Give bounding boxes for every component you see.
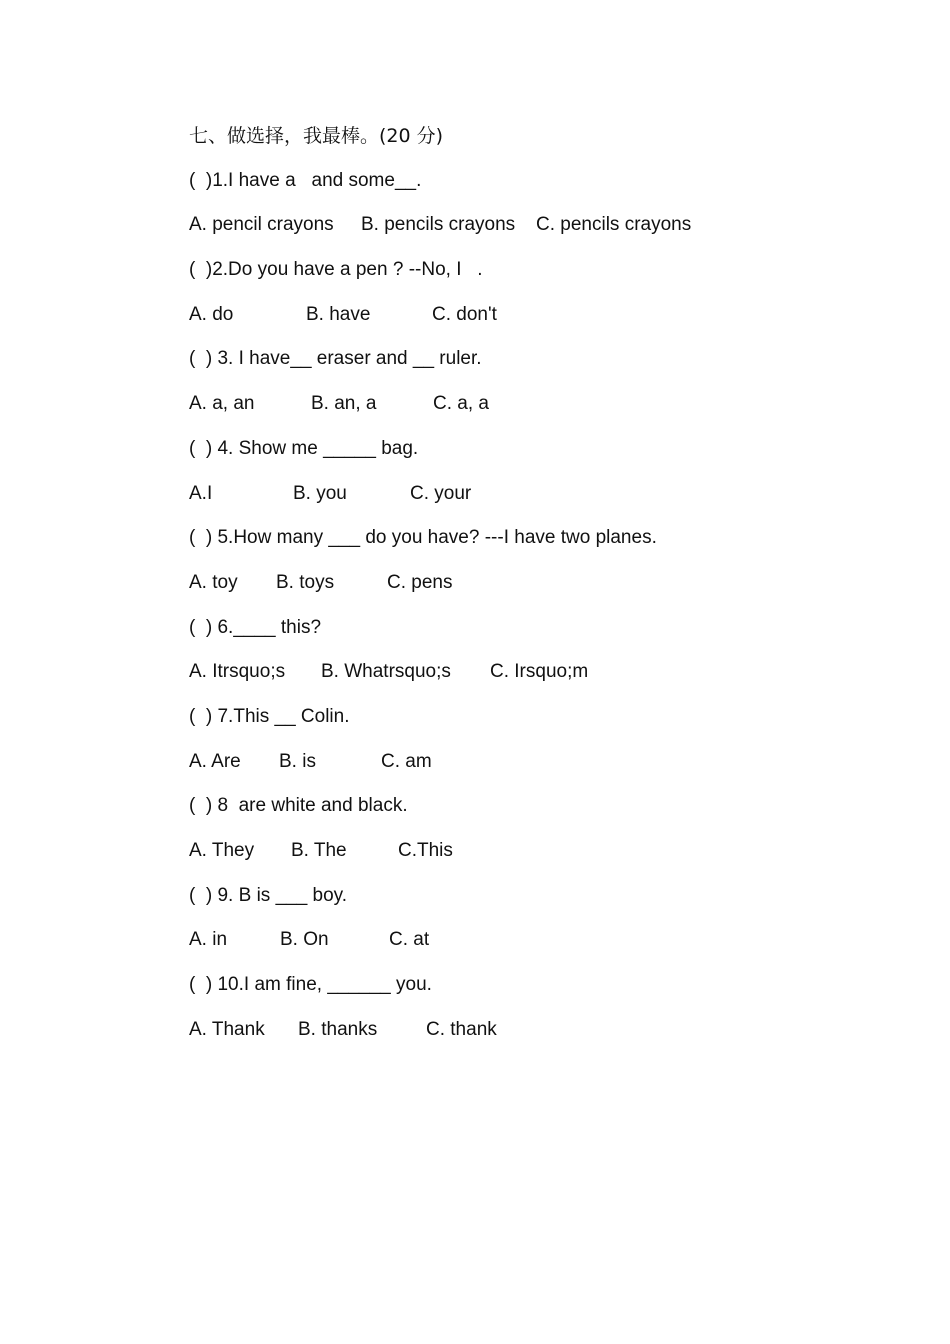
question-2-option-a: A. do: [189, 303, 234, 325]
question-1-options: [189, 209, 889, 254]
question-8-options: [189, 835, 889, 880]
question-9-stem: ( ) 9. B is ___ boy.: [189, 884, 348, 906]
question-10-option-b: B. thanks: [298, 1018, 378, 1040]
question-7-options: [189, 746, 889, 791]
question-6-option-b: B. Whatrsquo;s: [321, 661, 451, 683]
question-5-option-c: C. pens: [387, 571, 453, 593]
question-10-stem: ( ) 10.I am fine, ______ you.: [189, 974, 432, 996]
question-10-option-c: C. thank: [426, 1018, 497, 1040]
question-7-option-a: A. Are: [189, 750, 241, 772]
question-1-stem: ( )1.I have a and some__.: [189, 169, 422, 191]
question-4-stem: ( ) 4. Show me _____ bag.: [189, 437, 419, 459]
question-1-option-c: C. pencils crayons: [536, 214, 692, 236]
question-3-stem: ( ) 3. I have__ eraser and __ ruler.: [189, 348, 482, 370]
question-3-options: [189, 388, 889, 433]
question-9-option-c: C. at: [389, 929, 430, 951]
question-5-option-a: A. toy: [189, 571, 238, 593]
question-9-option-a: A. in: [189, 929, 228, 951]
question-2-options: [189, 299, 889, 344]
question-5-stem: ( ) 5.How many ___ do you have? ---I have two planes.: [189, 527, 657, 549]
question-8-option-b: B. The: [291, 840, 347, 861]
question-4-options: [189, 478, 889, 523]
question-1-option-b: B. pencils crayons: [361, 214, 516, 236]
question-2-option-b: B. have: [306, 303, 371, 325]
question-2-stem: ( )2.Do you have a pen ? --No, I .: [189, 259, 483, 281]
question-3-option-b: B. an, a: [311, 393, 377, 415]
question-7-stem: ( ) 7.This __ Colin.: [189, 705, 350, 727]
question-8-option-a: A. They: [189, 840, 255, 861]
question-4-option-b: B. you: [293, 482, 347, 504]
exam-section: [189, 120, 889, 1058]
question-4-option-a: A.I: [189, 482, 213, 504]
question-6-option-c: C. Irsquo;m: [490, 661, 589, 683]
question-2-option-c: C. don't: [432, 303, 497, 325]
question-3-option-c: C. a, a: [433, 393, 489, 415]
question-10-option-a: A. Thank: [189, 1018, 265, 1040]
section-title: 七、做选择，我最棒。(20 分): [189, 125, 444, 147]
question-6-options: [189, 656, 889, 701]
question-8-stem: ( ) 8 are white and black.: [189, 795, 408, 817]
question-7-option-b: B. is: [279, 750, 316, 772]
question-8-option-c: C.This: [398, 840, 453, 861]
question-9-option-b: B. On: [280, 929, 329, 951]
question-3-option-a: A. a, an: [189, 393, 255, 415]
question-7-option-c: C. am: [381, 750, 432, 772]
question-1-option-a: A. pencil crayons: [189, 214, 334, 236]
question-5-options: [189, 567, 889, 612]
question-5-option-b: B. toys: [276, 571, 335, 593]
question-9-options: [189, 924, 889, 969]
question-6-stem: ( ) 6.____ this?: [189, 616, 322, 638]
question-4-option-c: C. your: [410, 482, 472, 504]
question-10-options: [189, 1014, 889, 1059]
question-6-option-a: A. Itrsquo;s: [189, 661, 286, 683]
